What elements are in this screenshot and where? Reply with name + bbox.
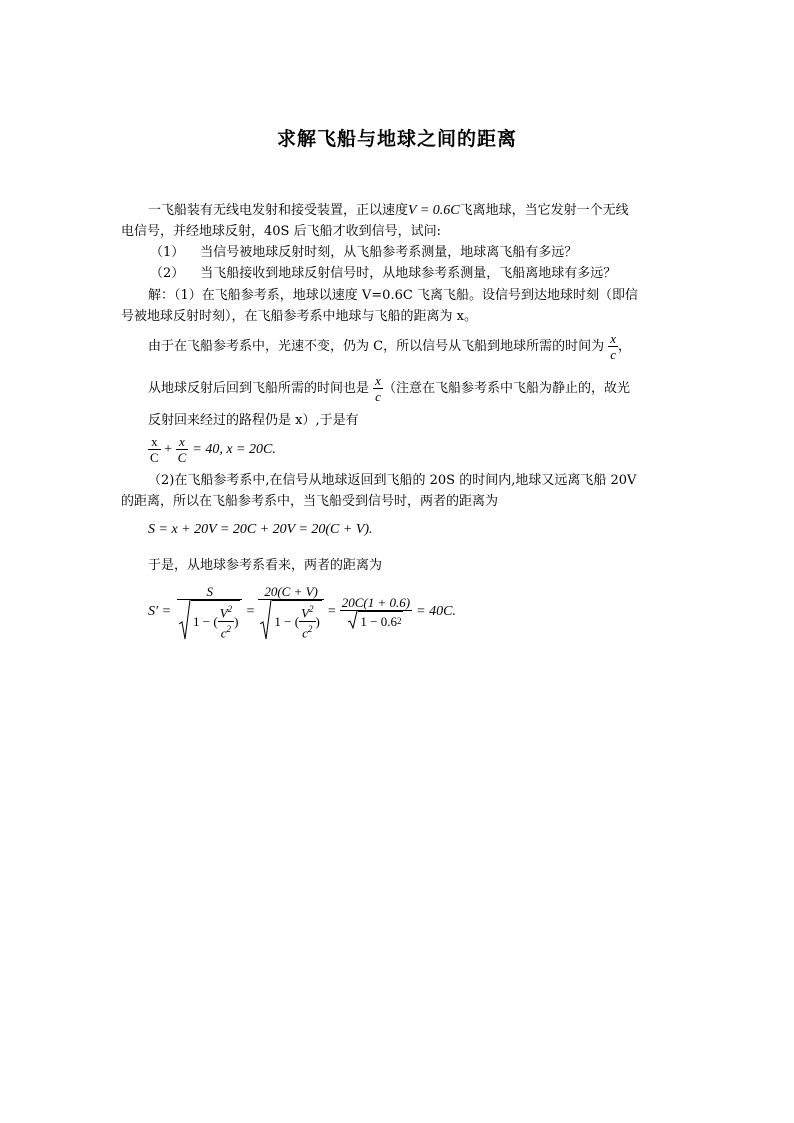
equation-3: S′ = S 1 − ( $\frac{V^2}{c^2}$ ) = 20(C + V) 1 − ( $\frac{V^2}{c^2}$ ) = 20C(1 + 0.6) 1 − 0.6 2 = 40C. — [148, 584, 456, 640]
equation-result: = 40C. — [416, 604, 456, 619]
problem-text: 一飞船装有无线电发射和接受装置，正以速度 — [148, 203, 409, 218]
equation-lhs: S′ = — [148, 604, 172, 619]
equation-1: $\frac{x}{C}$ + $\frac{x}{C}$ = 40, x = 20C. — [150, 434, 276, 465]
fraction-x-over-c: $\frac{x}{c}$ — [375, 373, 381, 404]
fraction: $\frac{x}{C}$ — [150, 434, 159, 465]
question-number: （2） — [150, 266, 185, 281]
equation-result: = 40, x = 20C. — [192, 442, 276, 457]
question-2 — [150, 265, 616, 283]
solution-line-7: 的距离，所以在飞船参考系中，当飞船受到信号时，两者的距离为 — [121, 494, 499, 509]
solution-line-6: （2)在飞船参考系中,在信号从地球返回到飞船的 20S 的时间内,地球又远离飞船 20V — [148, 473, 637, 488]
solution-line-4 — [148, 372, 630, 406]
question-text: 当信号被地球反射时刻，从飞船参考系测量，地球离飞船有多远？ — [200, 245, 578, 260]
sqrt-icon: 1 − ( $\frac{V^2}{c^2}$ ) — [179, 600, 240, 640]
solution-line-5: 反射回来经过的路程仍是 x）,于是有 — [148, 413, 359, 428]
question-number: （1） — [150, 245, 185, 260]
fraction-x-over-c: $\frac{x}{c}$ — [610, 331, 617, 362]
sqrt-icon: 1 − ( $\frac{V^2}{c^2}$ ) — [260, 600, 321, 640]
solution-text: 从地球反射后回到飞船所需的时间也是 — [148, 381, 370, 396]
fraction: $\frac{x}{C}$ — [177, 434, 187, 465]
solution-line-2: 号被地球反射时刻），在飞船参考系中地球与飞船的距离为 x。 — [121, 309, 477, 324]
solution-text: 由于在飞船参考系中，光速不变，仍为 C，所以信号从飞船到地球所需的时间为 — [148, 339, 605, 354]
question-1 — [150, 244, 577, 262]
equation-2: S = x + 20V = 20C + 20V = 20(C + V). — [148, 522, 373, 537]
problem-line-1 — [148, 202, 629, 220]
problem-text: 飞离地球，当它发射一个无线 — [459, 203, 629, 218]
fraction-numeric: 20C(1 + 0.6) 1 − 0.6 2 — [341, 594, 411, 629]
velocity-expression: V = 0.6C — [408, 203, 460, 218]
fraction-s-over-sqrt: S 1 − ( $\frac{V^2}{c^2}$ ) — [177, 584, 242, 640]
solution-line-1: 解：（1）在飞船参考系，地球以速度 V=0.6C 飞离飞船。设信号到达地球时刻（即信 — [148, 288, 638, 303]
page-title: 求解飞船与地球之间的距离 — [276, 128, 517, 150]
question-text: 当飞船接收到地球反射信号时，从地球参考系测量，飞船离地球有多远？ — [200, 266, 617, 281]
solution-line-3: 由于在飞船参考系中，光速不变，仍为 C，所以信号从飞船到地球所需的时间为 $\frac{x}{c}$ ， — [148, 331, 632, 362]
problem-line-2: 电信号，并经地球反射，40S 后飞船才收到信号，试问: — [121, 224, 441, 239]
solution-text: （注意在飞船参考系中飞船为静止的，故光 — [382, 381, 630, 396]
solution-line-8: 于是，从地球参考系看来，两者的距离为 — [148, 558, 383, 573]
sqrt-icon: 1 − 0.6 2 — [348, 611, 403, 629]
fraction-20cv-over-sqrt: 20(C + V) 1 − ( $\frac{V^2}{c^2}$ ) — [258, 584, 323, 640]
